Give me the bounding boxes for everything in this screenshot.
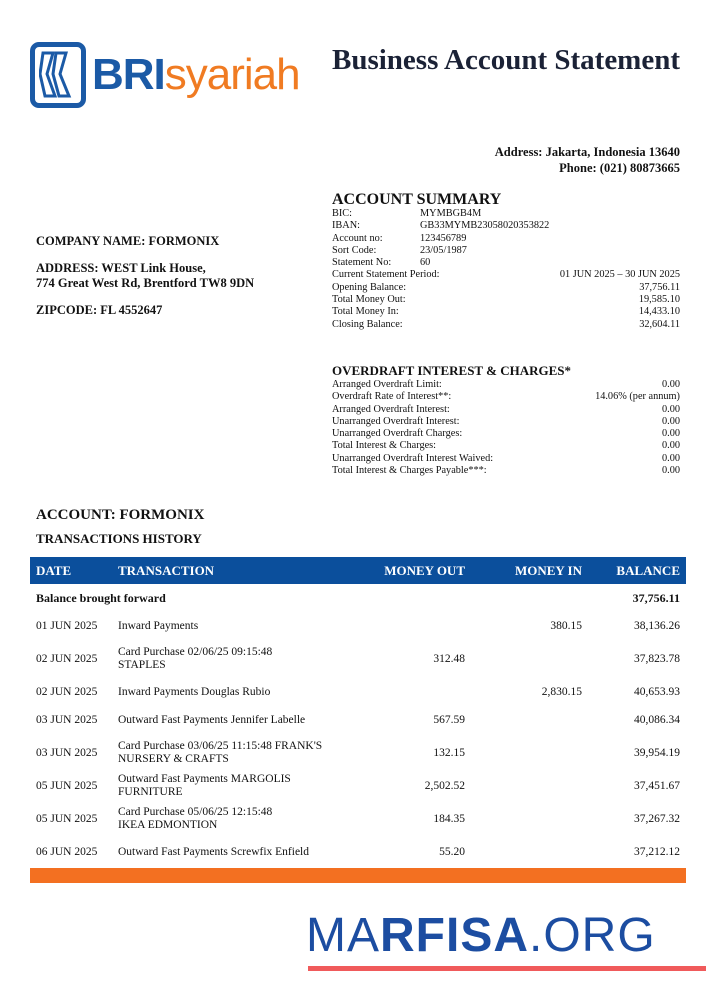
overdraft-item: Arranged Overdraft Interest: 0.00: [332, 403, 680, 415]
table-row: 06 JUN 2025 Outward Fast Payments Screwfix Enfield 55.20 37,212.12: [36, 845, 680, 858]
logo-bri: BRI: [92, 50, 165, 99]
company-zipcode: ZIPCODE: FL 4552647: [36, 303, 163, 317]
account-heading: ACCOUNT: FORMONIX: [36, 507, 205, 523]
table-row: 03 JUN 2025 Outward Fast Payments Jennifer Labelle 567.59 40,086.34: [36, 713, 680, 726]
table-row: 02 JUN 2025 Card Purchase 02/06/25 09:15:48 STAPLES 312.48 37,823.78: [36, 646, 680, 671]
column-header-date: DATE: [36, 562, 72, 578]
summary-field: IBAN: GB33MYMB23058020353822: [332, 220, 550, 232]
summary-field: Account no: 123456789: [332, 232, 467, 244]
table-row: 02 JUN 2025 Inward Payments Douglas Rubio 2,830.15 40,653.93: [36, 685, 680, 698]
transactions-table: [30, 557, 686, 883]
brought-forward-label: Balance brought forward: [36, 590, 166, 605]
transactions-history-heading: TRANSACTIONS HISTORY: [36, 531, 202, 546]
brought-forward-balance: 37,756.11: [632, 590, 680, 605]
table-row: 01 JUN 2025 Inward Payments 380.15 38,136.26: [36, 619, 680, 632]
company-address-line2: 774 Great West Rd, Brentford TW8 9DN: [36, 276, 255, 290]
summary-field: Statement No: 60: [332, 257, 431, 269]
column-header-money-out: MONEY OUT: [384, 562, 465, 578]
logo-syariah: syariah: [164, 50, 300, 99]
table-footer-bar: [30, 868, 686, 883]
overdraft-item: Unarranged Overdraft Interest: 0.00: [332, 415, 680, 427]
overdraft-section: [332, 362, 680, 477]
account-summary: [332, 191, 680, 331]
document-title: Business Account Statement: [331, 44, 680, 76]
overdraft-item: Unarranged Overdraft Charges: 0.00: [332, 428, 680, 440]
column-header-transaction: TRANSACTION: [118, 562, 215, 578]
summary-total: Current Statement Period: 01 JUN 2025 – 30 JUN 2025: [332, 269, 680, 281]
summary-field: BIC: MYMBGB4M: [332, 208, 482, 219]
bank-contact: [495, 144, 680, 176]
overdraft-item: Arranged Overdraft Limit: 0.00: [332, 379, 680, 390]
bank-address: Address: Jakarta, Indonesia 13640: [494, 145, 680, 159]
bri-logo-mark-icon: [30, 42, 86, 108]
bank-phone: Phone: (021) 80873665: [559, 161, 680, 175]
watermark-part2: RFISA: [380, 909, 529, 962]
account-summary-title: ACCOUNT SUMMARY: [332, 191, 502, 208]
balance-brought-forward-row: [30, 584, 686, 612]
summary-total: Total Money In: 14,433.10: [332, 306, 680, 318]
summary-total: Total Money Out: 19,585.10: [332, 294, 680, 306]
overdraft-item: Overdraft Rate of Interest**: 14.06% (per annum): [332, 391, 680, 403]
overdraft-item: Total Interest & Charges Payable***: 0.00: [332, 465, 680, 477]
watermark-logo: [306, 909, 656, 962]
table-row: 05 JUN 2025 Outward Fast Payments MARGOLIS FURNITURE 2,502.52 37,451.67: [36, 773, 680, 798]
watermark-underline: [308, 966, 706, 971]
summary-field: Sort Code: 23/05/1987: [332, 244, 467, 256]
table-row: 05 JUN 2025 Card Purchase 05/06/25 12:15:48 IKEA EDMONTION 184.35 37,267.32: [36, 806, 680, 831]
watermark-part3: .ORG: [529, 909, 656, 962]
table-row: 03 JUN 2025 Card Purchase 03/06/25 11:15:48 FRANK'S NURSERY & CRAFTS 132.15 39,954.19: [36, 740, 680, 765]
overdraft-item: Unarranged Overdraft Interest Waived: 0.00: [332, 452, 680, 464]
overdraft-item: Total Interest & Charges: 0.00: [332, 440, 680, 452]
company-details: [36, 234, 254, 318]
bank-logo: [30, 42, 300, 108]
overdraft-title: OVERDRAFT INTEREST & CHARGES*: [332, 363, 571, 378]
company-name: COMPANY NAME: FORMONIX: [36, 234, 220, 248]
bank-logo-text: [92, 50, 300, 99]
column-header-balance: BALANCE: [616, 562, 680, 578]
company-address-line1: ADDRESS: WEST Link House,: [36, 261, 206, 275]
column-header-money-in: MONEY IN: [514, 562, 582, 578]
table-header: [30, 557, 686, 584]
summary-total: Closing Balance: 32,604.11: [332, 318, 680, 330]
watermark-part1: MA: [306, 909, 380, 962]
summary-total: Opening Balance: 37,756.11: [332, 281, 680, 293]
